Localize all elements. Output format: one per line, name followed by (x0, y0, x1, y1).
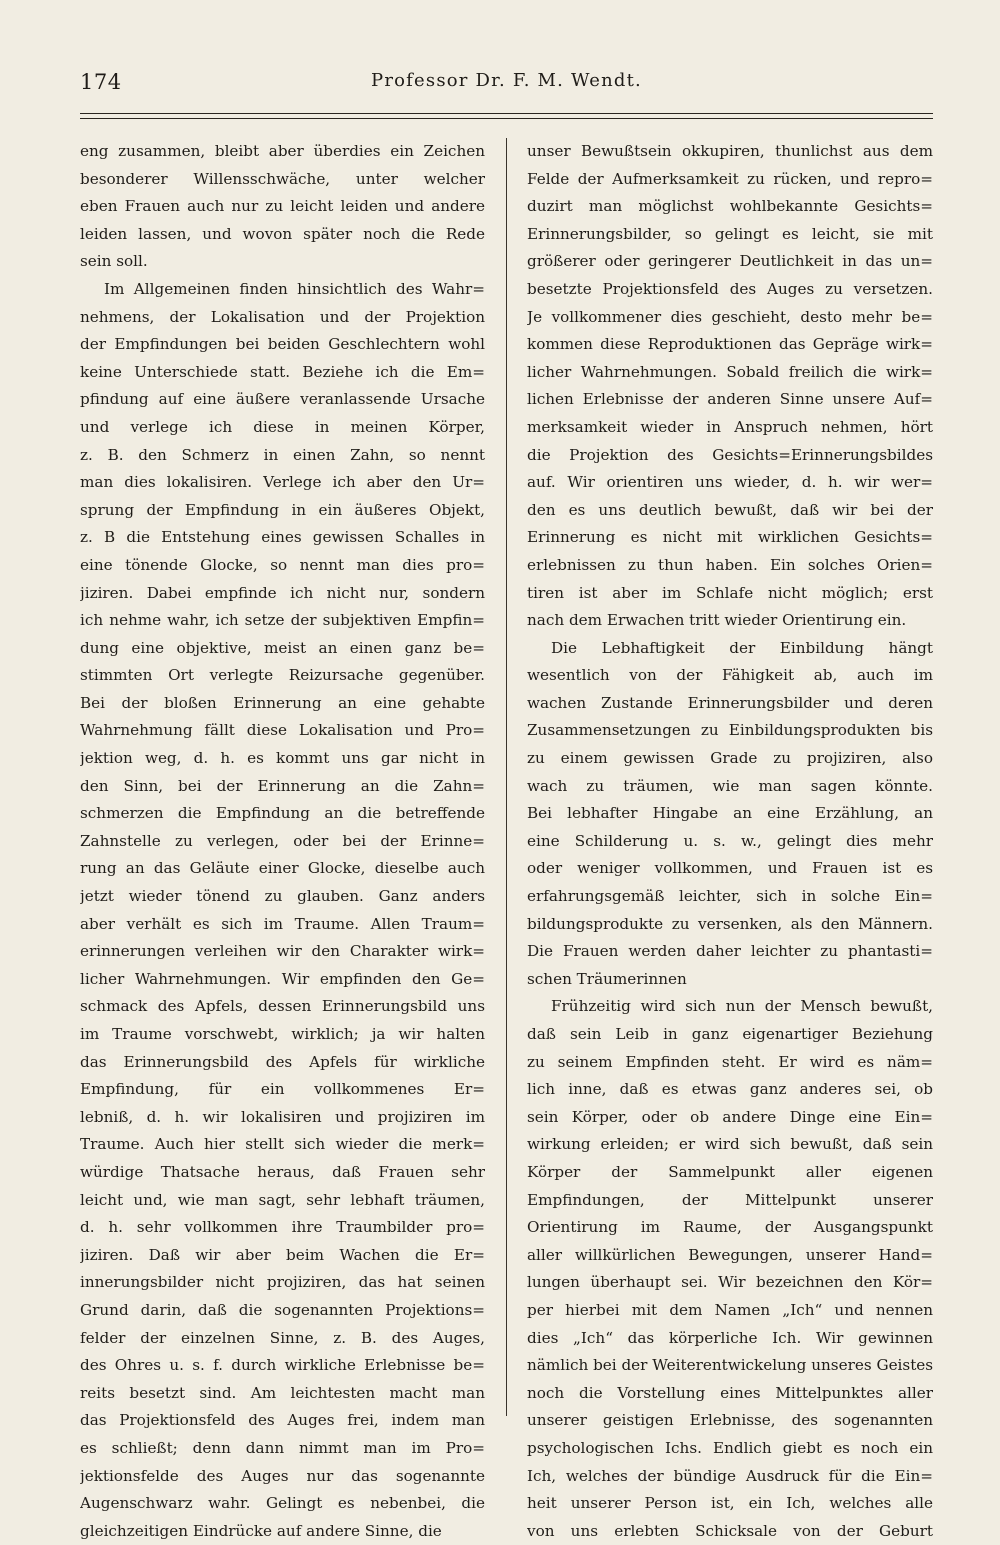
text-line: bildungsprodukte zu versenken, als den Männern. (527, 914, 933, 933)
text-line: Augenschwarz wahr. Gelingt es nebenbei, die (80, 1494, 485, 1513)
text-line: innerungsbilder nicht projiziren, das hat seinen (80, 1273, 485, 1292)
text-line: rung an das Geläute einer Glocke, dieselbe auch (80, 859, 485, 878)
text-line: sprung der Empfindung in ein äußeres Objekt, (80, 500, 485, 519)
text-line: Traume. Auch hier stellt sich wieder die merk= (80, 1135, 485, 1154)
page-number: 174 (80, 70, 122, 94)
text-line: pfindung auf eine äußere veranlassende Ursache (80, 390, 485, 409)
text-line: reits besetzt sind. Am leichtesten macht man (80, 1383, 485, 1402)
right-text-column (527, 138, 933, 1540)
text-line: erinnerungen verleihen wir den Charakter wirk= (80, 942, 485, 961)
text-line: licher Wahrnehmungen. Sobald freilich die wirk= (527, 362, 933, 381)
header-rule (80, 113, 933, 114)
column-divider (506, 138, 507, 1416)
text-line: psychologischen Ichs. Endlich giebt es noch ein (527, 1438, 933, 1457)
text-line: von uns erlebten Schicksale von der Geburt (527, 1521, 933, 1540)
text-line: keine Unterschiede statt. Beziehe ich die Em= (80, 362, 485, 381)
text-line: Die Frauen werden daher leichter zu phantasti= (527, 942, 933, 961)
text-line: Ich, welches der bündige Ausdruck für die Ein= (527, 1466, 933, 1485)
text-line: wachen Zustande Erinnerungsbilder und deren (527, 693, 933, 712)
running-head: Professor Dr. F. M. Wendt. (371, 70, 642, 91)
text-line: Empfindungen, der Mittelpunkt unserer (527, 1190, 933, 1209)
text-line: zu einem gewissen Grade zu projiziren, also (527, 749, 933, 768)
header-rule-thin (80, 118, 933, 119)
text-line: aller willkürlichen Bewegungen, unserer Hand= (527, 1245, 933, 1264)
text-line: das Erinnerungsbild des Apfels für wirkliche (80, 1052, 485, 1071)
text-line: nehmens, der Lokalisation und der Projektion (80, 307, 485, 326)
text-line: den es uns deutlich bewußt, daß wir bei der (527, 500, 933, 519)
text-line: zu seinem Empfinden steht. Er wird es näm= (527, 1052, 933, 1071)
text-line: im Traume vorschwebt, wirklich; ja wir halten (80, 1025, 485, 1043)
text-line: man dies lokalisiren. Verlege ich aber den Ur= (80, 473, 485, 492)
text-line: wach zu träumen, wie man sagen könnte. (527, 776, 933, 795)
text-line: eine tönende Glocke, so nennt man dies pro= (80, 555, 485, 574)
text-line: der Empfindungen bei beiden Geschlechtern wohl (80, 335, 485, 354)
text-line: jektion weg, d. h. es kommt uns gar nicht in (80, 749, 485, 768)
text-line: daß sein Leib in ganz eigenartiger Beziehung (527, 1025, 933, 1043)
text-line: Bei lebhafter Hingabe an eine Erzählung, an (527, 804, 933, 823)
text-line: unserer geistigen Erlebnisse, des sogenannten (527, 1411, 933, 1430)
text-line: nämlich bei der Weiterentwickelung unseres Geistes (527, 1356, 933, 1375)
text-line: lungen überhaupt sei. Wir bezeichnen den Kör= (527, 1273, 933, 1292)
text-line: lich inne, daß es etwas ganz anderes sei, ob (527, 1080, 933, 1099)
text-line: Die Lebhaftigkeit der Einbildung hängt (551, 638, 933, 657)
text-line: unser Bewußtsein okkupiren, thunlichst aus dem (527, 142, 933, 160)
text-line: jetzt wieder tönend zu glauben. Ganz anders (80, 887, 485, 906)
text-line: Empfindung, für ein vollkommenes Er= (80, 1080, 485, 1099)
text-line: Im Allgemeinen finden hinsichtlich des Wahr= (104, 279, 485, 298)
text-line: den Sinn, bei der Erinnerung an die Zahn= (80, 776, 485, 795)
text-line: wesentlich von der Fähigkeit ab, auch im (527, 666, 933, 685)
text-line: leiden lassen, und wovon später noch die Rede (80, 224, 485, 243)
text-line: ich nehme wahr, ich setze der subjektiven Empfin= (80, 611, 485, 630)
text-line: Orientirung im Raume, der Ausgangspunkt (527, 1218, 933, 1237)
text-line: jektionsfelde des Auges nur das sogenannte (80, 1466, 485, 1485)
text-line: Wahrnehmung fällt diese Lokalisation und Pro= (80, 721, 485, 740)
text-line: nach dem Erwachen tritt wieder Orientirung ein. (527, 611, 907, 630)
text-line: die Projektion des Gesichts=Erinnerungsbildes (527, 445, 933, 464)
text-line: per hierbei mit dem Namen „Ich“ und nennen (527, 1300, 933, 1319)
text-line: Felde der Aufmerksamkeit zu rücken, und repro= (527, 169, 933, 188)
text-line: stimmten Ort verlegte Reizursache gegenüber. (80, 666, 485, 685)
left-text-column (80, 138, 485, 1540)
text-line: Zahnstelle zu verlegen, oder bei der Erinne= (80, 831, 485, 850)
page-header (80, 62, 933, 98)
text-line: des Ohres u. s. f. durch wirkliche Erlebnisse be= (80, 1356, 485, 1375)
text-line: wirkung erleiden; er wird sich bewußt, daß sein (527, 1135, 933, 1154)
text-line: Grund darin, daß die sogenannten Projektions= (80, 1300, 485, 1319)
text-line: merksamkeit wieder in Anspruch nehmen, hört (527, 417, 933, 436)
text-line: größerer oder geringerer Deutlichkeit in das un= (527, 252, 933, 271)
text-line: z. B. den Schmerz in einen Zahn, so nennt (80, 445, 485, 464)
text-line: gleichzeitigen Eindrücke auf andere Sinne, die (80, 1521, 442, 1540)
text-line: oder weniger vollkommen, und Frauen ist es (527, 859, 933, 878)
text-line: leicht und, wie man sagt, sehr lebhaft träumen, (80, 1190, 485, 1209)
text-line: jiziren. Daß wir aber beim Wachen die Er= (80, 1245, 485, 1264)
text-line: eng zusammen, bleibt aber überdies ein Zeichen (80, 142, 485, 160)
text-line: aber verhält es sich im Traume. Allen Traum= (80, 914, 485, 933)
text-line: jiziren. Dabei empfinde ich nicht nur, sondern (80, 583, 485, 602)
text-line: schen Träumerinnen (527, 969, 687, 988)
text-line: d. h. sehr vollkommen ihre Traumbilder pro= (80, 1218, 485, 1237)
text-line: eben Frauen auch nur zu leicht leiden und andere (80, 197, 485, 216)
text-line: es schließt; denn dann nimmt man im Pro= (80, 1438, 485, 1457)
text-line: besonderer Willensschwäche, unter welcher (80, 169, 485, 188)
text-line: Bei der bloßen Erinnerung an eine gehabte (80, 693, 485, 712)
text-line: Erinnerungsbilder, so gelingt es leicht, sie mit (527, 224, 933, 243)
text-line: das Projektionsfeld des Auges frei, indem man (80, 1411, 485, 1430)
text-line: Körper der Sammelpunkt aller eigenen (527, 1162, 933, 1181)
text-line: sein Körper, oder ob andere Dinge eine Ein= (527, 1107, 933, 1126)
text-line: z. B die Entstehung eines gewissen Schalles in (80, 528, 485, 547)
text-line: schmerzen die Empfindung an die betreffende (80, 804, 485, 823)
text-line: Frühzeitig wird sich nun der Mensch bewußt, (551, 997, 933, 1016)
text-line: und verlege ich diese in meinen Körper, (80, 417, 485, 436)
text-line: licher Wahrnehmungen. Wir empfinden den Ge= (80, 969, 485, 988)
text-line: erlebnissen zu thun haben. Ein solches Orien= (527, 555, 933, 574)
text-line: kommen diese Reproduktionen das Gepräge wirk= (527, 335, 933, 354)
text-line: erfahrungsgemäß leichter, sich in solche Ein= (527, 887, 933, 906)
text-line: lebniß, d. h. wir lokalisiren und projiziren im (80, 1107, 485, 1126)
text-line: tiren ist aber im Schlafe nicht möglich; erst (527, 583, 933, 602)
text-line: dung eine objektive, meist an einen ganz be= (80, 638, 485, 657)
text-line: sein soll. (80, 252, 148, 271)
text-line: würdige Thatsache heraus, daß Frauen sehr (80, 1162, 485, 1181)
text-line: schmack des Apfels, dessen Erinnerungsbild uns (80, 997, 485, 1016)
text-line: dies „Ich“ das körperliche Ich. Wir gewinnen (527, 1328, 933, 1347)
text-line: felder der einzelnen Sinne, z. B. des Auges, (80, 1328, 485, 1347)
text-line: noch die Vorstellung eines Mittelpunktes aller (527, 1383, 933, 1402)
text-line: duzirt man möglichst wohlbekannte Gesichts= (527, 197, 933, 216)
text-line: auf. Wir orientiren uns wieder, d. h. wir wer= (527, 473, 933, 492)
text-line: Zusammensetzungen zu Einbildungsprodukten bis (527, 721, 933, 740)
text-line: besetzte Projektionsfeld des Auges zu versetzen. (527, 279, 933, 298)
text-line: Erinnerung es nicht mit wirklichen Gesichts= (527, 528, 933, 547)
text-line: eine Schilderung u. s. w., gelingt dies mehr (527, 831, 933, 850)
text-line: Je vollkommener dies geschieht, desto mehr be= (527, 307, 933, 326)
text-line: heit unserer Person ist, ein Ich, welches alle (527, 1494, 933, 1513)
text-line: lichen Erlebnisse der anderen Sinne unsere Auf= (527, 390, 933, 409)
